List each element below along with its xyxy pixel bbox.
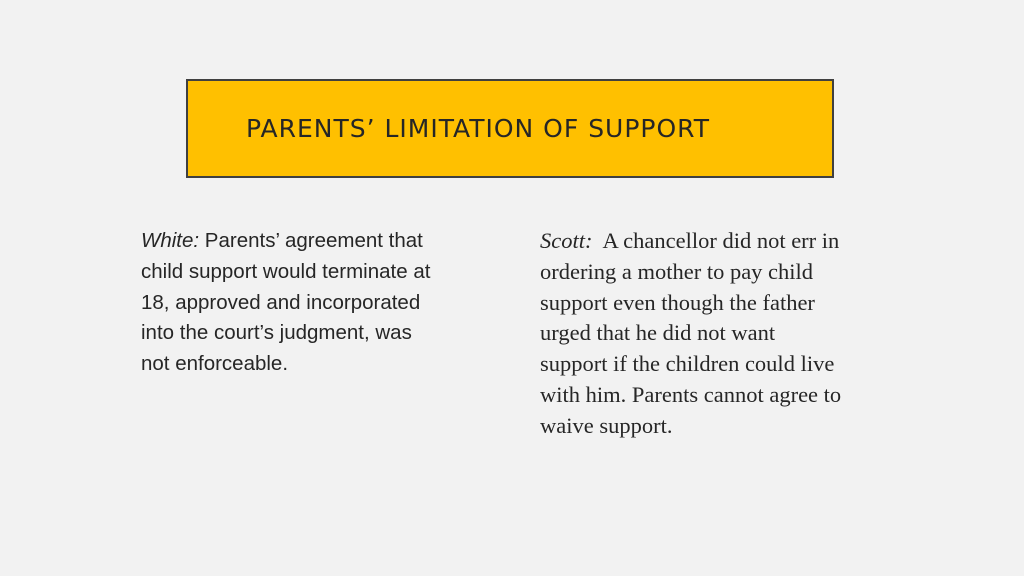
left-column-white [141, 226, 521, 380]
left-line-1 [141, 226, 521, 257]
right-column-scott [540, 226, 900, 442]
left-line-4: into the court’s judgment, was [141, 321, 412, 345]
left-line-5: not enforceable. [141, 352, 289, 376]
left-line-3: 18, approved and incorporated [141, 290, 421, 314]
right-line-3: support even though the father [540, 289, 815, 315]
right-line-1-text: A chancellor did not err in [592, 228, 840, 253]
slide-title: PARENTS’ LIMITATION OF SUPPORT [246, 114, 711, 143]
right-line-6: with him. Parents cannot agree to [540, 381, 842, 407]
slide-title-box [186, 79, 834, 178]
left-line-2: child support would terminate at [141, 259, 431, 283]
right-line-4: urged that he did not want [540, 320, 776, 346]
right-line-2: ordering a mother to pay child [540, 258, 814, 284]
right-line-5: support if the children could live [540, 351, 835, 377]
right-line-1 [540, 226, 900, 257]
case-name-white: White: [141, 229, 200, 252]
right-line-7: waive support. [540, 412, 673, 438]
case-name-scott: Scott: [540, 228, 593, 253]
left-line-1-text: Parents’ agreement that [199, 229, 423, 252]
